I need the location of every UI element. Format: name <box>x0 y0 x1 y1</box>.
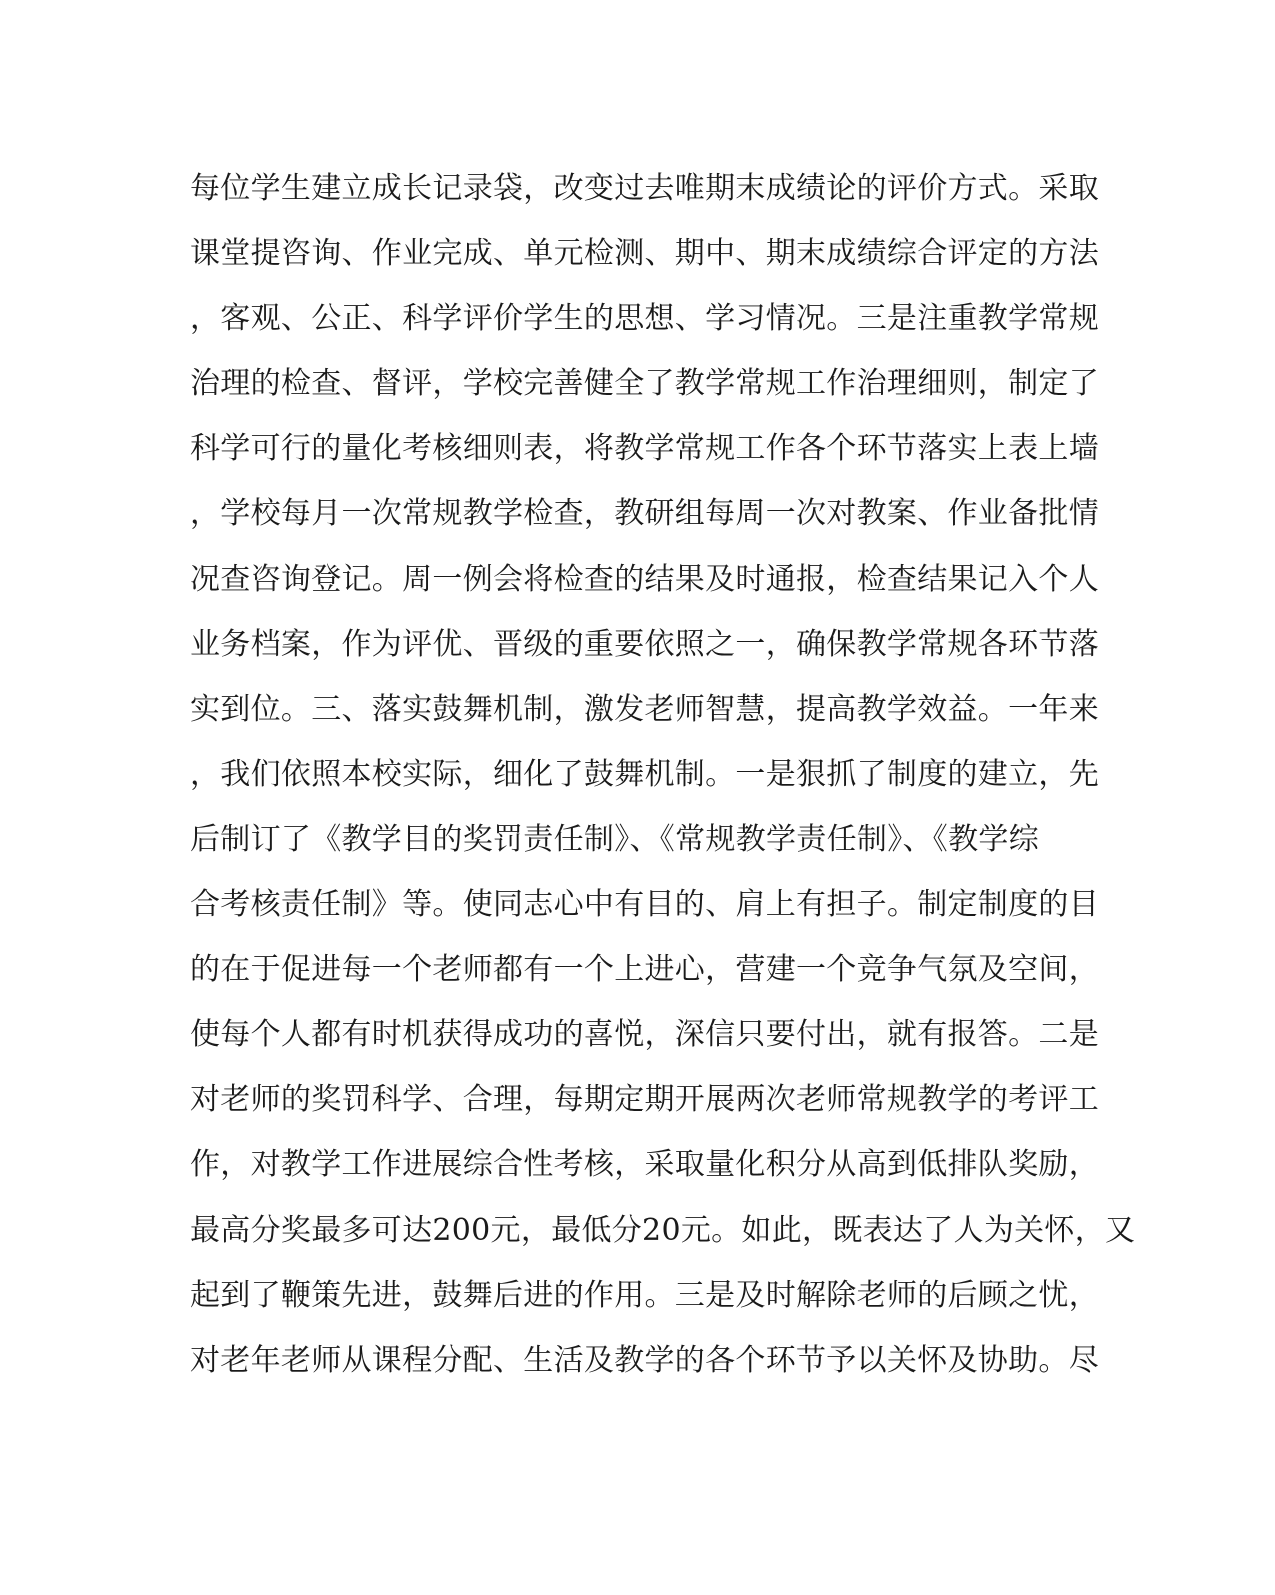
text-line: 每位学生建立成长记录袋，改变过去唯期末成绩论的评价方式。采取 <box>190 171 1099 206</box>
text-line: 业务档案，作为评优、晋级的重要依照之一，确保教学常规各环节落 <box>190 626 1099 662</box>
text-line: 况查咨询登记。周一例会将检查的结果及时通报，检查结果记入个人 <box>190 561 1099 597</box>
text-line: 使每个人都有时机获得成功的喜悦，深信只要付出，就有报答。二是 <box>190 1017 1099 1053</box>
text-line: 治理的检查、督评，学校完善健全了教学常规工作治理细则，制定了 <box>190 366 1099 402</box>
text-line: ，学校每月一次常规教学检查，教研组每周一次对教案、作业备批情 <box>190 496 1099 532</box>
text-line: 作，对教学工作进展综合性考核，采取量化积分从高到低排队奖励， <box>190 1147 1099 1183</box>
text-line: 后制订了《教学目的奖罚责任制》、《常规教学责任制》、《教学综 <box>190 821 1039 857</box>
text-line: ，我们依照本校实际，细化了鼓舞机制。一是狠抓了制度的建立，先 <box>190 756 1099 792</box>
text-line: 的在于促进每一个老师都有一个上进心，营建一个竞争气氛及空间， <box>190 952 1099 988</box>
text-line: 对老年老师从课程分配、生活及教学的各个环节予以关怀及协助。尽 <box>190 1342 1099 1378</box>
text-line: 课堂提咨询、作业完成、单元检测、期中、期末成绩综合评定的方法 <box>190 236 1099 272</box>
body-text <box>190 161 1136 1398</box>
text-line: ，客观、公正、科学评价学生的思想、学习情况。三是注重教学常规 <box>190 301 1099 337</box>
text-line: 科学可行的量化考核细则表，将教学常规工作各个环节落实上表上墙 <box>190 431 1099 467</box>
text-line: 合考核责任制》等。使同志心中有目的、肩上有担子。制定制度的目 <box>190 887 1099 923</box>
text-line: 对老师的奖罚科学、合理，每期定期开展两次老师常规教学的考评工 <box>190 1082 1099 1118</box>
text-line: 实到位。三、落实鼓舞机制，激发老师智慧，提高教学效益。一年来 <box>190 691 1099 727</box>
text-line: 起到了鞭策先进，鼓舞后进的作用。三是及时解除老师的后顾之忧， <box>190 1277 1099 1313</box>
text-line: 最高分奖最多可达200元，最低分20元。如此，既表达了人为关怀，又 <box>190 1212 1136 1248</box>
